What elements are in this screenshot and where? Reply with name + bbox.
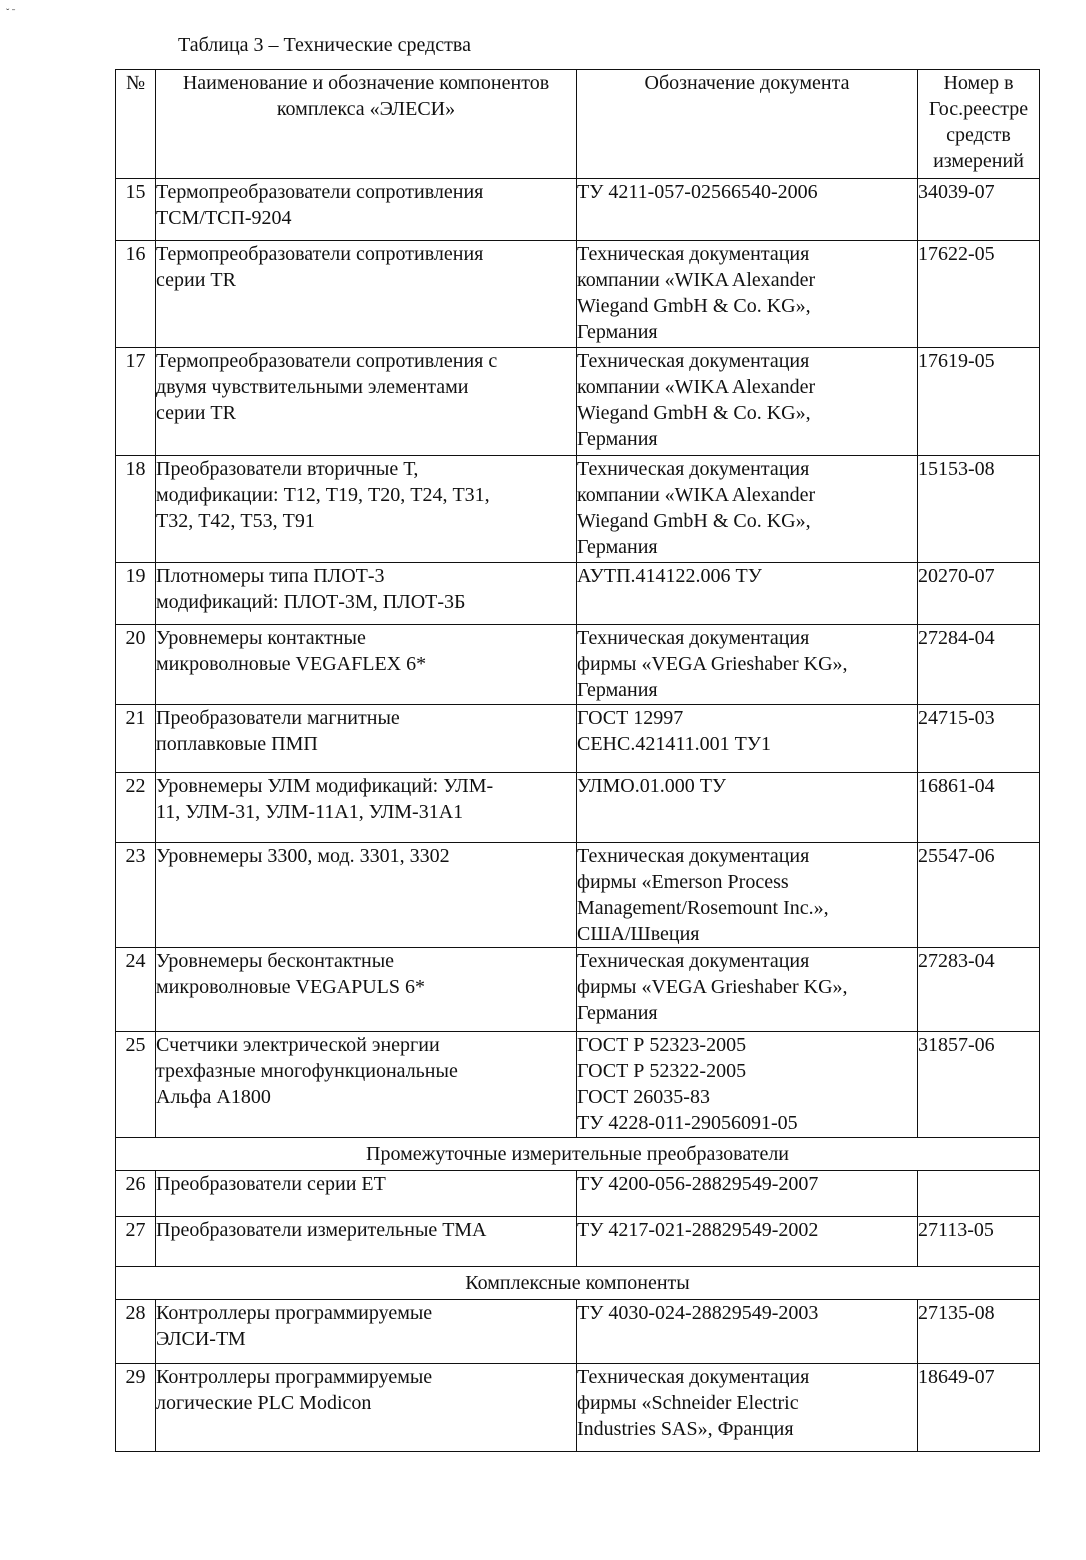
header-reg-line: Номер в	[943, 72, 1014, 94]
row-number: 21	[116, 705, 156, 773]
technical-means-table	[115, 69, 1040, 1452]
table-row	[116, 1171, 1040, 1217]
document-line: Wiegand GmbH & Co. KG»,	[577, 510, 811, 532]
scan-specks: ˇ ˉ	[6, 8, 16, 19]
component-name-line: Уровнемеры бесконтактные	[156, 950, 395, 972]
document-designation	[577, 348, 918, 456]
component-name-line: ЭЛСИ-ТМ	[156, 1328, 246, 1350]
registry-number: 15153-08	[918, 456, 1040, 563]
table-row	[116, 948, 1040, 1032]
header-reg-line: измерений	[933, 150, 1024, 172]
component-name-line: ТСМ/ТСП-9204	[156, 207, 292, 229]
document-line: фирмы «VEGA Grieshaber KG»,	[577, 976, 848, 998]
registry-number: 25547-06	[918, 843, 1040, 948]
document-line: Германия	[577, 536, 658, 558]
component-name-line: Альфа А1800	[156, 1086, 271, 1108]
document-line: Техническая документация	[577, 950, 810, 972]
document-line: ТУ 4228-011-29056091-05	[577, 1112, 798, 1134]
document-line: ТУ 4200-056-28829549-2007	[577, 1173, 819, 1195]
component-name	[156, 625, 577, 705]
component-name-line: Т32, Т42, Т53, Т91	[156, 510, 315, 532]
header-reg	[918, 70, 1040, 179]
document-line: фирмы «Emerson Process	[577, 871, 789, 893]
document-line: ТУ 4030-024-28829549-2003	[577, 1302, 819, 1324]
header-num: №	[116, 70, 156, 179]
document-designation	[577, 563, 918, 625]
table-row	[116, 705, 1040, 773]
document-line: Wiegand GmbH & Co. KG»,	[577, 402, 811, 424]
registry-number: 24715-03	[918, 705, 1040, 773]
row-number: 16	[116, 241, 156, 348]
table-section-row	[116, 1267, 1040, 1300]
component-name-line: Преобразователи магнитные	[156, 707, 400, 729]
component-name	[156, 179, 577, 241]
registry-number: 34039-07	[918, 179, 1040, 241]
document-designation	[577, 1032, 918, 1138]
component-name-line: Уровнемеры УЛМ модификаций: УЛМ-	[156, 775, 494, 797]
component-name-line: серии TR	[156, 402, 236, 424]
component-name	[156, 1217, 577, 1267]
row-number: 24	[116, 948, 156, 1032]
table-body	[116, 179, 1040, 1452]
table-row	[116, 563, 1040, 625]
component-name-line: Счетчики электрической энергии	[156, 1034, 440, 1056]
row-number: 29	[116, 1364, 156, 1452]
component-name-line: Преобразователи измерительные ТМА	[156, 1219, 487, 1241]
component-name-line: Уровнемеры контактные	[156, 627, 366, 649]
component-name	[156, 563, 577, 625]
document-designation	[577, 1217, 918, 1267]
registry-number: 27283-04	[918, 948, 1040, 1032]
component-name	[156, 1032, 577, 1138]
row-number: 25	[116, 1032, 156, 1138]
table-row	[116, 1364, 1040, 1452]
table-header-row	[116, 70, 1040, 179]
document-line: США/Швеция	[577, 923, 700, 945]
header-name-line: компонентов комплекса «ЭЛЕСИ»	[276, 72, 550, 120]
document-line: Германия	[577, 428, 658, 450]
document-line: Техническая документация	[577, 458, 810, 480]
table-caption: Таблица 3 – Технические средства	[178, 34, 471, 56]
component-name	[156, 1300, 577, 1364]
document-line: компании «WIKA Alexander	[577, 269, 816, 291]
document-line: ГОСТ 26035-83	[577, 1086, 710, 1108]
document-line: компании «WIKA Alexander	[577, 376, 816, 398]
table-row	[116, 456, 1040, 563]
document-line: фирмы «Schneider Electric	[577, 1392, 799, 1414]
document-designation	[577, 843, 918, 948]
document-designation	[577, 625, 918, 705]
component-name	[156, 1364, 577, 1452]
row-number: 22	[116, 773, 156, 843]
component-name	[156, 705, 577, 773]
document-designation	[577, 456, 918, 563]
document-line: Техническая документация	[577, 1366, 810, 1388]
component-name-line: Контроллеры программируемые	[156, 1366, 433, 1388]
row-number: 27	[116, 1217, 156, 1267]
component-name-line: логические PLC Modicon	[156, 1392, 372, 1414]
document-line: АУТП.414122.006 ТУ	[577, 565, 762, 587]
document-designation	[577, 1300, 918, 1364]
component-name-line: 11, УЛМ-31, УЛМ-11А1, УЛМ-31А1	[156, 801, 464, 823]
component-name-line: Уровнемеры 3300, мод. 3301, 3302	[156, 845, 450, 867]
row-number: 19	[116, 563, 156, 625]
row-number: 18	[116, 456, 156, 563]
document-designation	[577, 1364, 918, 1452]
document-line: СЕНС.421411.001 ТУ1	[577, 733, 771, 755]
header-doc: Обозначение документа	[577, 70, 918, 179]
document-line: Техническая документация	[577, 845, 810, 867]
document-designation	[577, 773, 918, 843]
table-row	[116, 1217, 1040, 1267]
component-name-line: Преобразователи серии ЕТ	[156, 1173, 386, 1195]
component-name	[156, 773, 577, 843]
document-line: Германия	[577, 1002, 658, 1024]
component-name-line: микроволновые VEGAPULS 6*	[156, 976, 426, 998]
component-name	[156, 1171, 577, 1217]
row-number: 26	[116, 1171, 156, 1217]
header-reg-line: средств	[946, 124, 1011, 146]
component-name	[156, 948, 577, 1032]
document-line: Германия	[577, 321, 658, 343]
document-line: ТУ 4211-057-02566540-2006	[577, 181, 818, 203]
component-name-line: модификаций: ПЛОТ-3М, ПЛОТ-3Б	[156, 591, 466, 613]
component-name	[156, 348, 577, 456]
registry-number: 17622-05	[918, 241, 1040, 348]
table-row	[116, 625, 1040, 705]
section-title: Комплексные компоненты	[116, 1267, 1040, 1300]
row-number: 20	[116, 625, 156, 705]
document-line: ГОСТ Р 52322-2005	[577, 1060, 747, 1082]
component-name-line: серии TR	[156, 269, 236, 291]
table-row	[116, 843, 1040, 948]
table-row	[116, 773, 1040, 843]
table-row	[116, 179, 1040, 241]
registry-number: 27113-05	[918, 1217, 1040, 1267]
document-designation	[577, 179, 918, 241]
component-name-line: двумя чувствительными элементами	[156, 376, 469, 398]
component-name-line: трехфазные многофункциональные	[156, 1060, 458, 1082]
table-row	[116, 1300, 1040, 1364]
document-designation	[577, 705, 918, 773]
document-line: Industries SAS», Франция	[577, 1418, 794, 1440]
registry-number: 16861-04	[918, 773, 1040, 843]
component-name-line: Термопреобразователи сопротивления с	[156, 350, 498, 372]
row-number: 17	[116, 348, 156, 456]
component-name-line: поплавковые ПМП	[156, 733, 318, 755]
component-name-line: Термопреобразователи сопротивления	[156, 243, 484, 265]
component-name-line: модификации: Т12, Т19, Т20, Т24, Т31,	[156, 484, 490, 506]
table-row	[116, 1032, 1040, 1138]
document-line: Техническая документация	[577, 627, 810, 649]
table-section-row	[116, 1138, 1040, 1171]
component-name-line: микроволновые VEGAFLEX 6*	[156, 653, 427, 675]
document-line: Германия	[577, 679, 658, 701]
document-line: ГОСТ 12997	[577, 707, 684, 729]
component-name-line: Плотномеры типа ПЛОТ-3	[156, 565, 385, 587]
registry-number: 27135-08	[918, 1300, 1040, 1364]
header-name	[156, 70, 577, 179]
document-line: Management/Rosemount Inc.»,	[577, 897, 829, 919]
section-title: Промежуточные измерительные преобразователи	[116, 1138, 1040, 1171]
component-name-line: Термопреобразователи сопротивления	[156, 181, 484, 203]
registry-number: 18649-07	[918, 1364, 1040, 1452]
registry-number: 31857-06	[918, 1032, 1040, 1138]
registry-number: 27284-04	[918, 625, 1040, 705]
row-number: 23	[116, 843, 156, 948]
document-designation	[577, 1171, 918, 1217]
table-row	[116, 348, 1040, 456]
registry-number: 17619-05	[918, 348, 1040, 456]
registry-number	[918, 1171, 1040, 1217]
document-designation	[577, 948, 918, 1032]
document-line: ГОСТ Р 52323-2005	[577, 1034, 747, 1056]
document-line: Wiegand GmbH & Co. KG»,	[577, 295, 811, 317]
document-line: Техническая документация	[577, 243, 810, 265]
table-row	[116, 241, 1040, 348]
registry-number: 20270-07	[918, 563, 1040, 625]
header-reg-line: Гос.реестре	[928, 98, 1029, 120]
document-line: компании «WIKA Alexander	[577, 484, 816, 506]
row-number: 15	[116, 179, 156, 241]
document-designation	[577, 241, 918, 348]
document-line: фирмы «VEGA Grieshaber KG»,	[577, 653, 848, 675]
component-name-line: Преобразователи вторичные Т,	[156, 458, 419, 480]
component-name	[156, 241, 577, 348]
document-line: УЛМО.01.000 ТУ	[577, 775, 727, 797]
document-line: ТУ 4217-021-28829549-2002	[577, 1219, 819, 1241]
component-name	[156, 456, 577, 563]
header-name-line: Наименование и обозначение	[182, 72, 435, 94]
component-name	[156, 843, 577, 948]
document-line: Техническая документация	[577, 350, 810, 372]
row-number: 28	[116, 1300, 156, 1364]
component-name-line: Контроллеры программируемые	[156, 1302, 433, 1324]
